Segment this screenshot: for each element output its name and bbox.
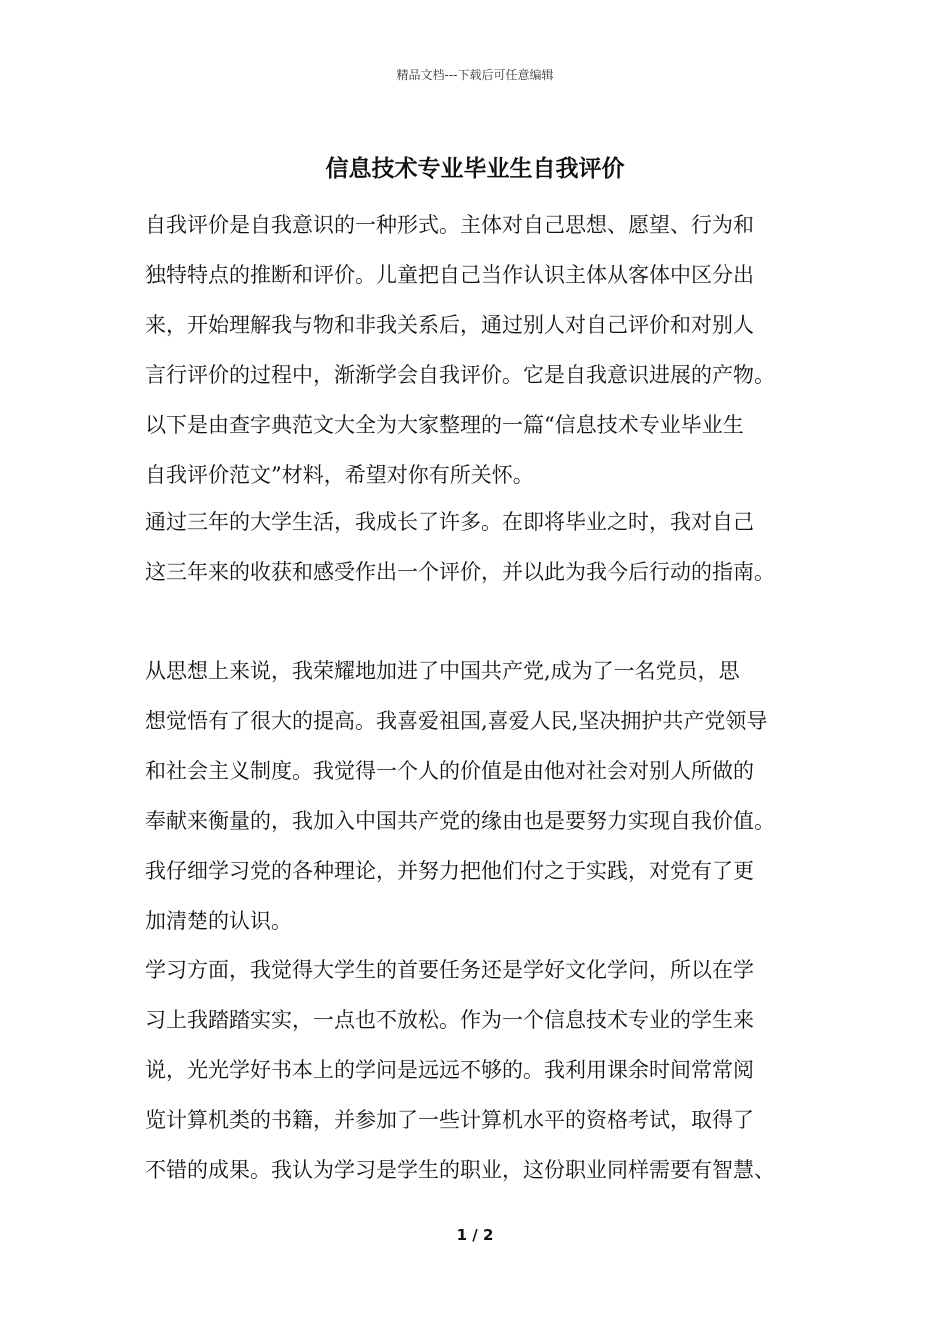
paragraph-line: 自我评价范文”材料，希望对你有所关怀。 xyxy=(145,463,534,487)
paragraph-line: 想觉悟有了很大的提高。我喜爱祖国,喜爱人民,坚决拥护共产党领导 xyxy=(145,709,768,733)
header-note: 精品文档---下载后可任意编辑 xyxy=(396,68,554,82)
paragraph-line: 说，光光学好书本上的学问是远远不够的。我利用课余时间常常阅 xyxy=(145,1058,754,1082)
paragraph-line: 览计算机类的书籍，并参加了一些计算机水平的资格考试，取得了 xyxy=(145,1108,754,1132)
paragraph-line: 来，开始理解我与物和非我关系后，通过别人对自己评价和对别人 xyxy=(145,313,754,337)
paragraph-line: 言行评价的过程中，渐渐学会自我评价。它是自我意识进展的产物。 xyxy=(145,363,775,387)
paragraph-line: 奉献来衡量的，我加入中国共产党的缘由也是要努力实现自我价值。 xyxy=(145,809,775,833)
page-number: 1 / 2 xyxy=(456,1226,494,1244)
paragraph-line: 以下是由查字典范文大全为大家整理的一篇“信息技术专业毕业生 xyxy=(145,413,744,437)
paragraph-line: 加清楚的认识。 xyxy=(145,909,292,933)
paragraph-intro xyxy=(145,200,825,500)
paragraph-line: 独特特点的推断和评价。儿童把自己当作认识主体从客体中区分出 xyxy=(145,263,754,287)
paragraph-line: 这三年来的收获和感受作出一个评价，并以此为我今后行动的指南。 xyxy=(145,560,775,584)
paragraph-line: 不错的成果。我认为学习是学生的职业，这份职业同样需要有智慧、 xyxy=(145,1158,775,1182)
document-title: 信息技术专业毕业生自我评价 xyxy=(325,155,625,182)
paragraph-line: 学习方面，我觉得大学生的首要任务还是学好文化学问，所以在学 xyxy=(145,958,754,982)
paragraph-line: 通过三年的大学生活，我成长了许多。在即将毕业之时，我对自己 xyxy=(145,510,754,534)
paragraph-line: 和社会主义制度。我觉得一个人的价值是由他对社会对别人所做的 xyxy=(145,759,754,783)
paragraph-ideology xyxy=(145,646,825,946)
paragraph-line: 从思想上来说，我荣耀地加进了中国共产党,成为了一名党员，思 xyxy=(145,659,740,683)
paragraph-study xyxy=(145,945,825,1195)
paragraph-overview xyxy=(145,497,825,597)
paragraph-line: 我仔细学习党的各种理论，并努力把他们付之于实践，对党有了更 xyxy=(145,859,754,883)
paragraph-line: 自我评价是自我意识的一种形式。主体对自己思想、愿望、行为和 xyxy=(145,213,754,237)
paragraph-line: 习上我踏踏实实，一点也不放松。作为一个信息技术专业的学生来 xyxy=(145,1008,754,1032)
